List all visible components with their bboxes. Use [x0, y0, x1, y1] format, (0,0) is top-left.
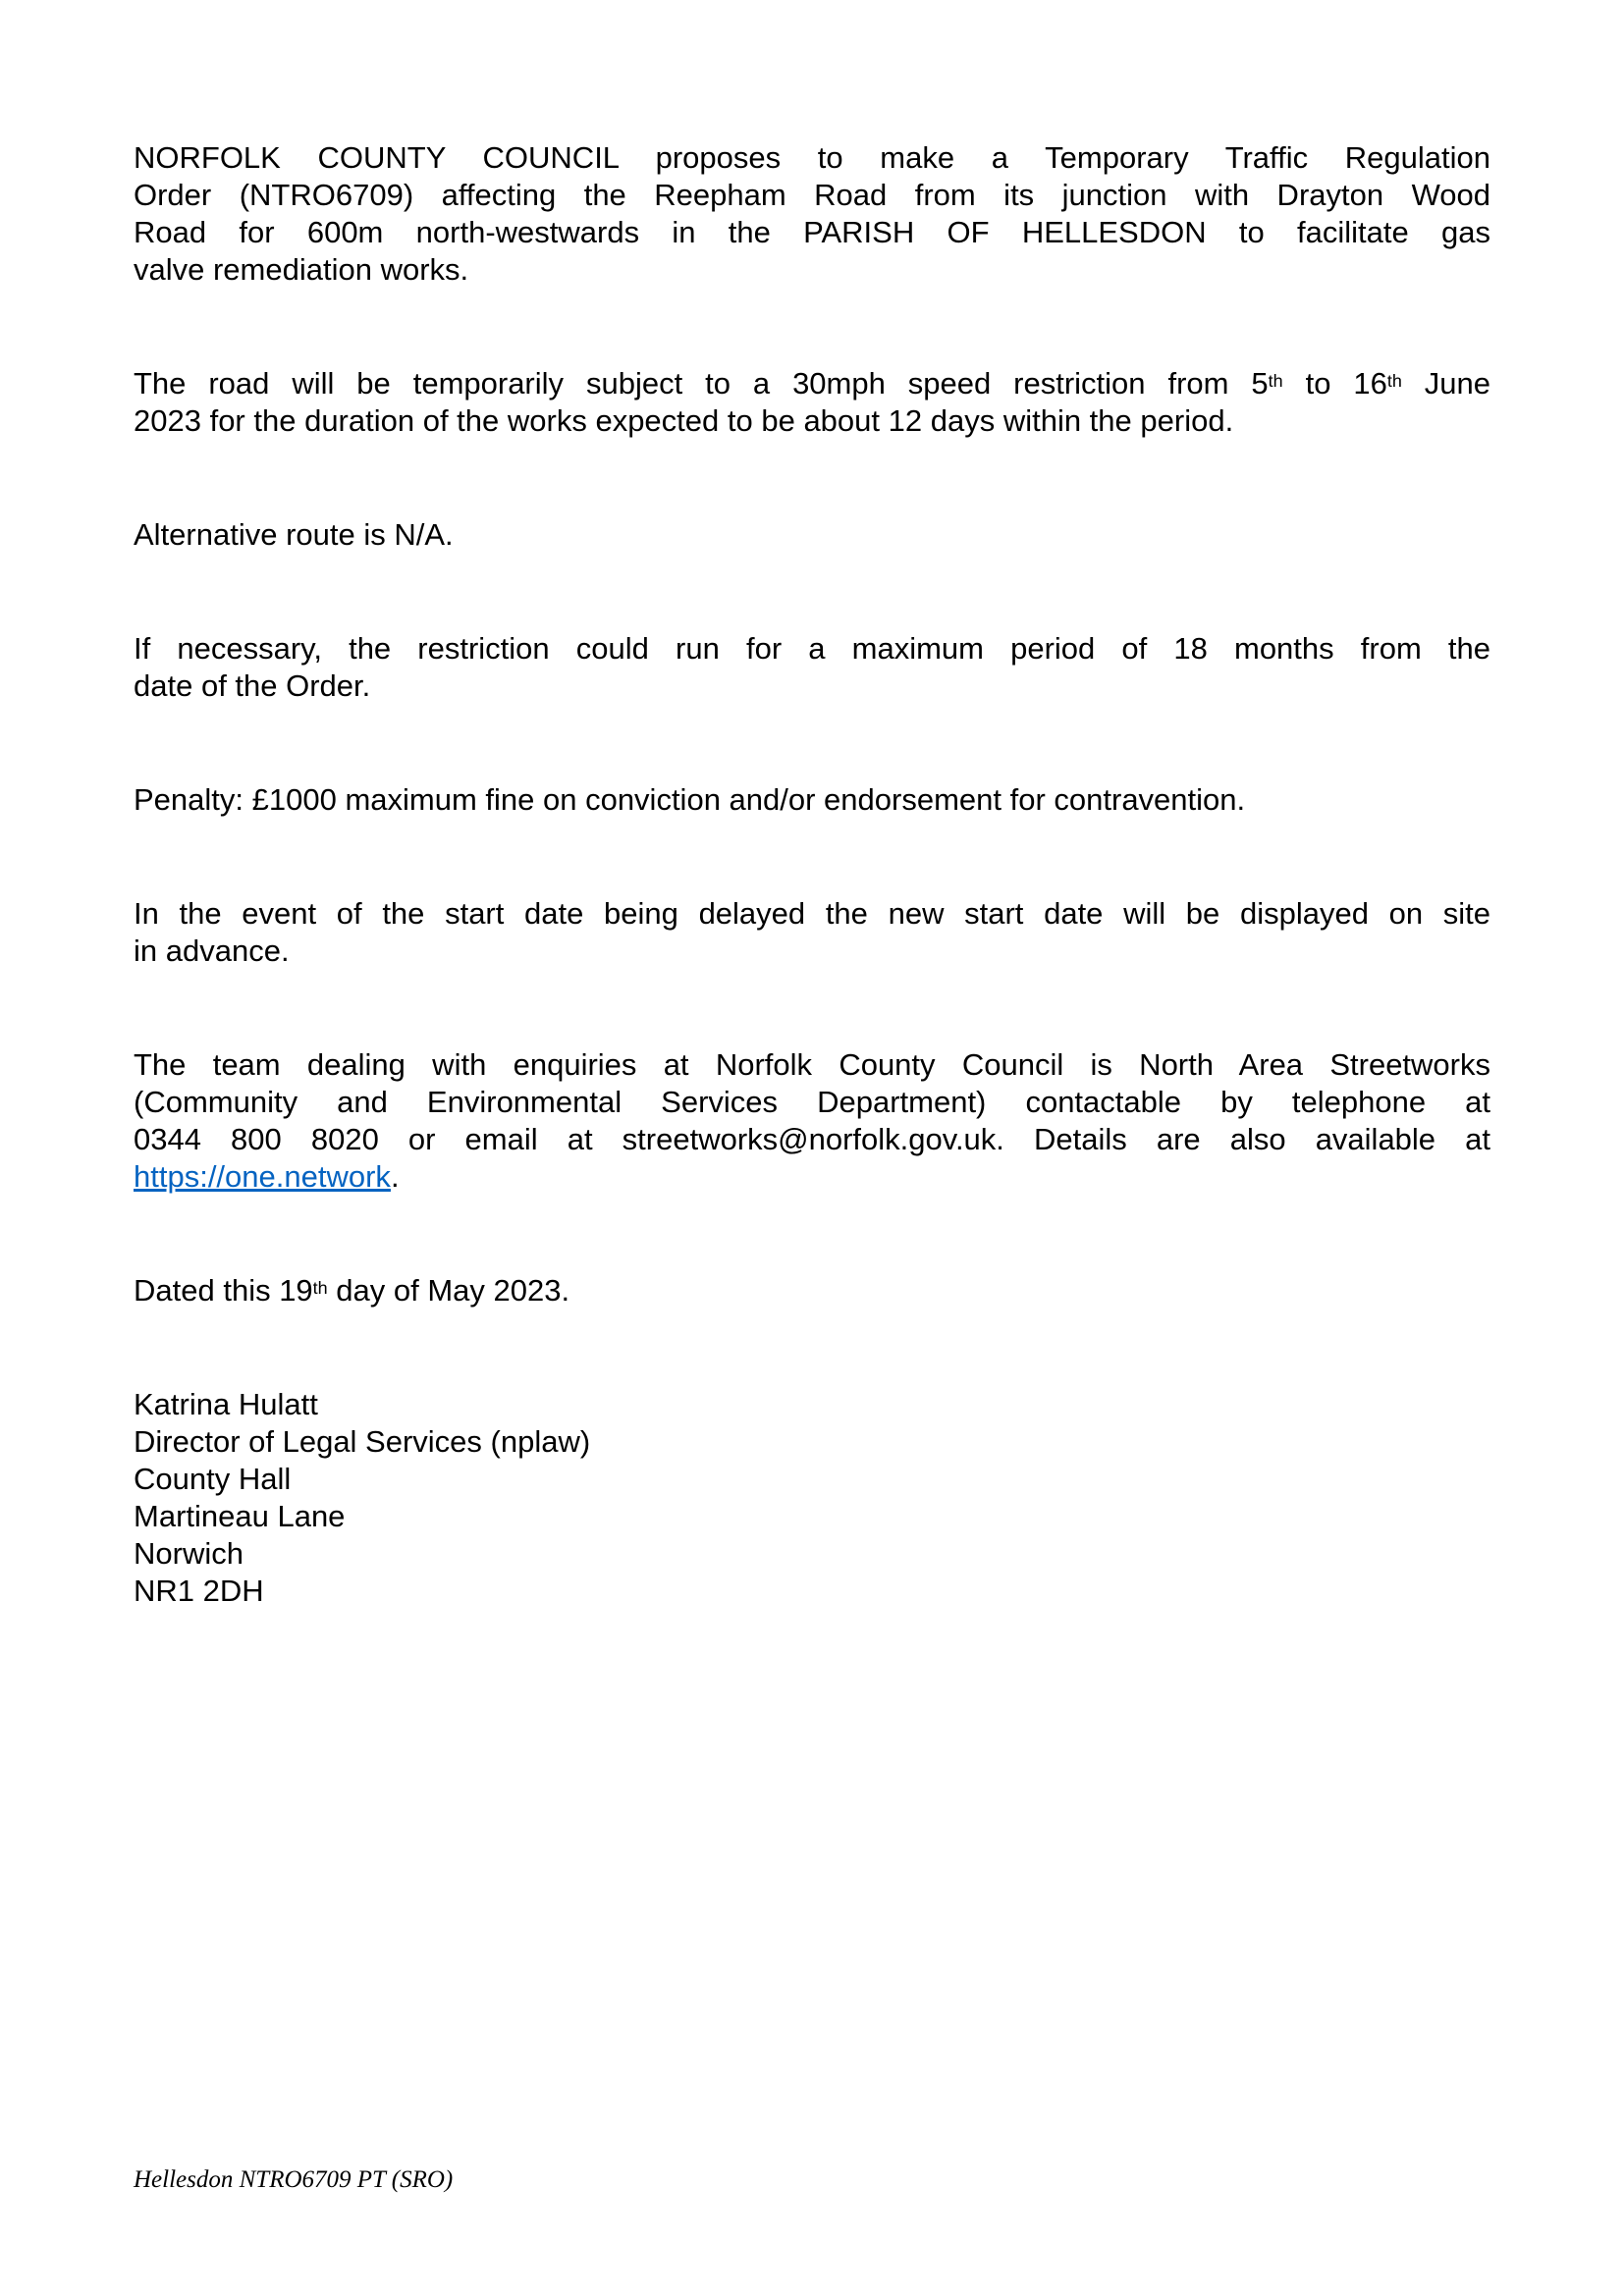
text-segment: If necessary, the restriction could run for a maximum period of 18 months from the: [134, 631, 1490, 666]
paragraph-alternative-route: [134, 516, 1490, 554]
text-line: [134, 1046, 1490, 1084]
text-segment: The road will be temporarily subject to a 30mph speed restriction from 5: [134, 366, 1269, 400]
text-line: [134, 1272, 1490, 1309]
paragraph-maximum-period: [134, 630, 1490, 705]
ordinal-superscript: th: [1386, 371, 1402, 392]
text-segment: date of the Order.: [134, 668, 371, 703]
text-line: [134, 1158, 1490, 1196]
text-segment: County Hall: [134, 1462, 292, 1496]
text-line: [134, 781, 1490, 819]
text-segment: Alternative route is N/A.: [134, 517, 454, 552]
text-line: [134, 1386, 1490, 1423]
text-segment: Martineau Lane: [134, 1499, 346, 1533]
text-line: [134, 667, 1490, 705]
text-segment: 2023 for the duration of the works expected to be about 12 days within the period.: [134, 403, 1234, 438]
text-line: [134, 402, 1490, 440]
text-segment: NR1 2DH: [134, 1574, 264, 1608]
text-line: [134, 933, 1490, 970]
text-line: [134, 139, 1490, 177]
text-line: [134, 251, 1490, 289]
paragraph-speed-restriction: [134, 365, 1490, 440]
paragraph-penalty: [134, 781, 1490, 819]
text-segment: 0344 800 8020 or email at streetworks@norfolk.gov.uk. Details are also available at: [134, 1122, 1490, 1156]
document-body: [134, 139, 1490, 1686]
text-segment: Director of Legal Services (nplaw): [134, 1424, 591, 1459]
text-segment: In the event of the start date being delayed the new start date will be displayed on site: [134, 896, 1490, 931]
text-segment: to 16: [1282, 366, 1387, 400]
text-segment: NORFOLK COUNTY COUNCIL proposes to make a Temporary Traffic Regulation: [134, 140, 1490, 175]
text-segment: Road for 600m north-westwards in the PARISH OF HELLESDON to facilitate gas: [134, 215, 1490, 249]
text-line: [134, 365, 1490, 402]
text-line: [134, 1084, 1490, 1121]
text-segment: valve remediation works.: [134, 252, 469, 287]
text-segment: (Community and Environmental Services Department) contactable by telephone at: [134, 1085, 1490, 1119]
paragraph-dated: [134, 1272, 1490, 1309]
text-line: [134, 516, 1490, 554]
text-segment: Dated this 19: [134, 1273, 313, 1308]
text-line: [134, 1461, 1490, 1498]
text-line: [134, 895, 1490, 933]
paragraph-order-intro: [134, 139, 1490, 289]
text-line: [134, 177, 1490, 214]
text-segment: .: [390, 1159, 400, 1194]
text-segment: Norwich: [134, 1536, 244, 1571]
text-line: [134, 1121, 1490, 1158]
ordinal-superscript: th: [1268, 371, 1283, 392]
signature-block: [134, 1386, 1490, 1610]
text-segment: June: [1401, 366, 1491, 400]
paragraph-enquiries: [134, 1046, 1490, 1196]
text-line: [134, 1423, 1490, 1461]
text-segment: Katrina Hulatt: [134, 1387, 318, 1421]
text-segment: Penalty: £1000 maximum fine on conviction and/or endorsement for contravention.: [134, 782, 1246, 817]
text-segment: The team dealing with enquiries at Norfolk County Council is North Area Streetworks: [134, 1047, 1490, 1082]
text-line: [134, 1573, 1490, 1610]
text-line: [134, 630, 1490, 667]
ordinal-superscript: th: [312, 1278, 328, 1299]
one-network-link[interactable]: https://one.network: [134, 1159, 391, 1194]
text-segment: in advance.: [134, 934, 290, 968]
paragraph-start-date-delay: [134, 895, 1490, 970]
text-line: [134, 1535, 1490, 1573]
text-segment: day of May 2023.: [327, 1273, 570, 1308]
footer-reference: Hellesdon NTRO6709 PT (SRO): [134, 2166, 454, 2193]
text-line: [134, 1498, 1490, 1535]
text-line: [134, 214, 1490, 251]
text-segment: Order (NTRO6709) affecting the Reepham Road from its junction with Drayton Wood: [134, 178, 1490, 212]
